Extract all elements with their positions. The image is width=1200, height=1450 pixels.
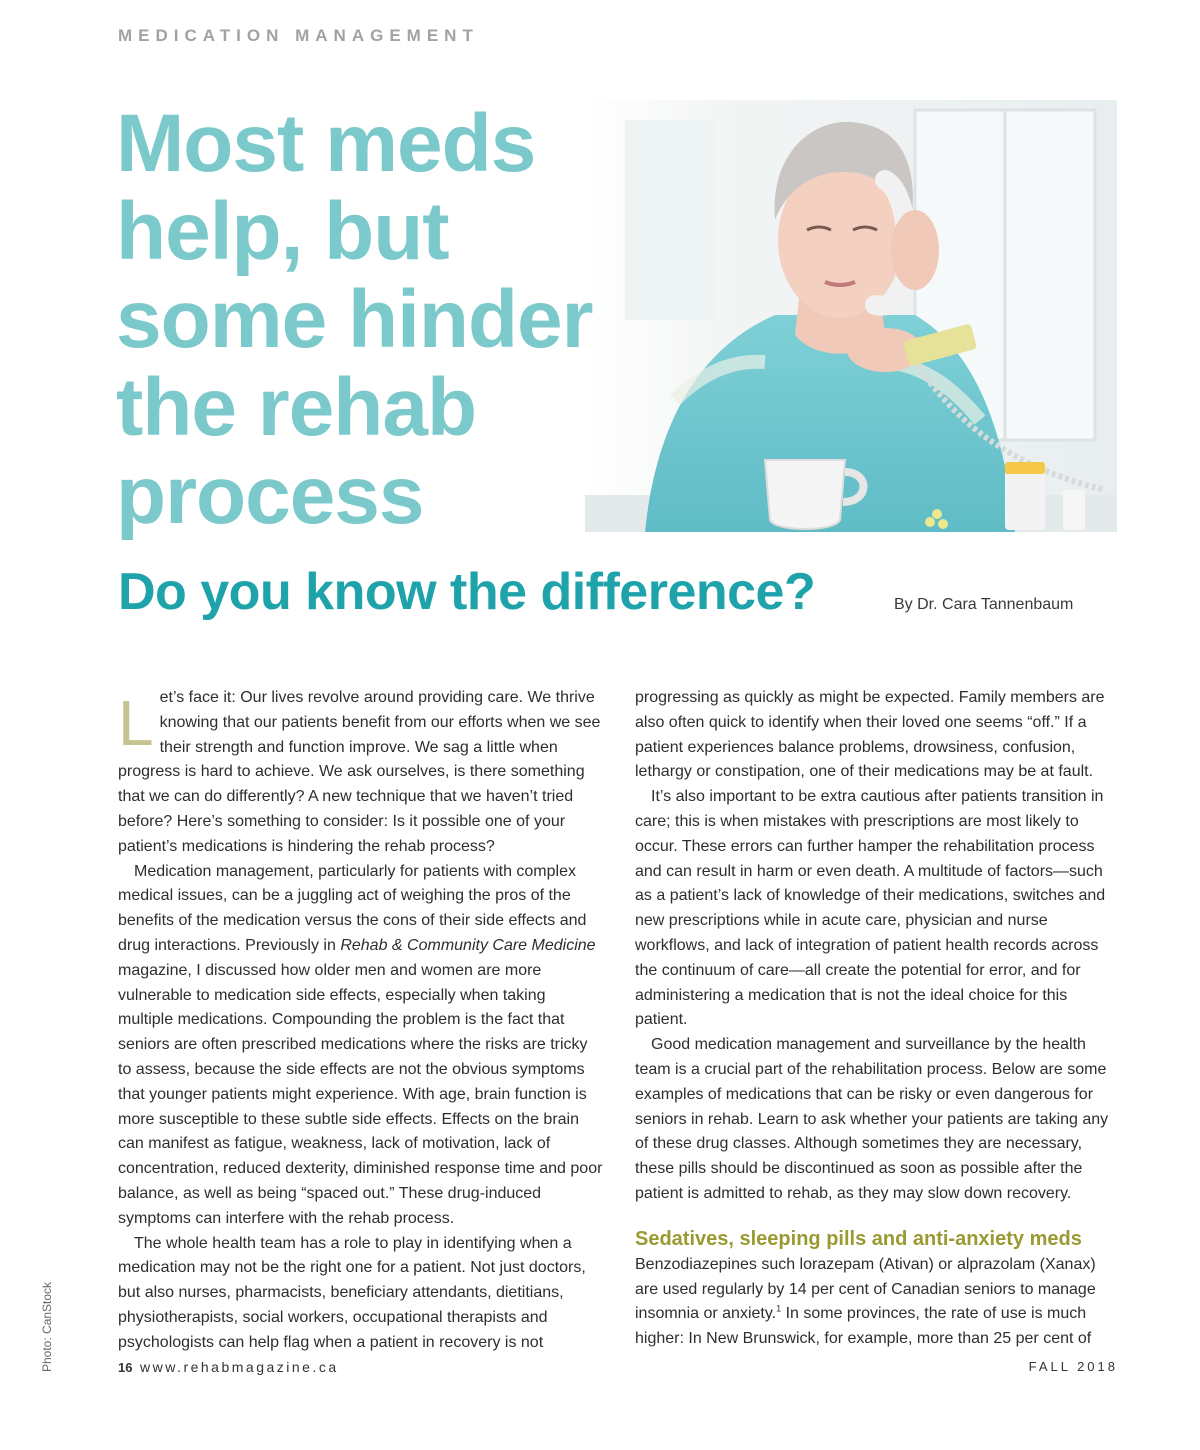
footnote-ref[interactable]: 1 bbox=[776, 1304, 782, 1314]
paragraph: It’s also important to be extra cautious after patients transition in care; this is when mistakes with prescriptions are most likely to occur. These errors can further hamper the rehabilitation process and can result in harm or even death. A multitude of factors—such as a patient’s lack of knowledge of their medications, switches and new prescriptions while in acute care, physician and nurse workflows, and lack of integration of patient health records across the continuum of care—all create the potential for error, and for administering a medication that is not the ideal choice for this patient. bbox=[635, 788, 1106, 1029]
headline-line: help, but bbox=[116, 186, 449, 277]
headline bbox=[116, 100, 593, 540]
headline-line: some hinder bbox=[116, 274, 593, 365]
paragraph-text: et’s face it: Our lives revolve around providing care. We thrive knowing that our patients benefit from our efforts when we see their strength and function improve. We sag a little when progress is hard to achieve. We ask ourselves, is there something that we can do differently? A new technique that we haven’t tried before? Here’s something to consider: Is it possible one of your patient’s medications is hindering the rehab process? bbox=[118, 689, 601, 855]
headline-line: process bbox=[116, 450, 424, 541]
page-number: 16 bbox=[118, 1360, 133, 1375]
article-photo bbox=[585, 100, 1117, 532]
drop-cap: L bbox=[118, 687, 154, 759]
article-column-1 bbox=[118, 686, 604, 1356]
byline: By Dr. Cara Tannenbaum bbox=[894, 596, 1074, 613]
paragraph-text: magazine, I discussed how older men and women are more vulnerable to medication side effects, especially when taking multiple medications. Compounding the problem is the fact that seniors are often prescribed medications where the risks are tricky to assess, because the side effects are not the obvious symptoms that younger patients might experience. With age, brain function is more susceptible to these subtle side effects. Effects on the brain can manifest as fatigue, weakness, lack of motivation, lack of concentration, reduced dexterity, diminished response time and poor balance, as well as being “spaced out.” These drug-induced symptoms can interfere with the rehab process. bbox=[118, 961, 603, 1227]
paragraph: progressing as quickly as might be expected. Family members are also often quick to identify when their loved one seems “off.” If a patient experiences balance problems, drowsiness, confusion, lethargy or constipation, one of their medications may be at fault. bbox=[635, 689, 1105, 781]
article-column-2 bbox=[635, 686, 1121, 1352]
paragraph: Good medication management and surveillance by the health team is a crucial part of the rehabilitation process. Below are some examples of medications that can be risky or even dangerous for seniors in rehab. Learn to ask whether your patients are taking any of these drug classes. Although sometimes they are necessary, these pills should be discontinued as soon as possible after the patient is admitted to rehab, as they may slow down recovery. bbox=[635, 1036, 1109, 1202]
paragraph-text: Medication management, particularly for patients with complex medical issues, can be a juggling act of weighing the pros of the benefits of the medication versus the cons of their side effects and drug interactions. Previously in bbox=[118, 862, 587, 954]
paragraph: The whole health team has a role to play in identifying when a medication may not be the right one for a patient. Not just doctors, but also nurses, pharmacists, beneficiary attendants, dietitians, physiotherapists, social workers, occupational therapists and psychologists can help flag when a patient in recovery is not bbox=[118, 1234, 586, 1351]
website-url[interactable]: www.rehabmagazine.ca bbox=[140, 1359, 339, 1375]
headline-line: the rehab bbox=[116, 362, 477, 453]
paragraph bbox=[635, 1253, 1121, 1352]
paragraph-text: In some provinces, the rate of use is much higher: In New Brunswick, for example, more than 25 per cent of bbox=[635, 1305, 1092, 1348]
headline-line: Most meds bbox=[116, 98, 536, 189]
photo-credit: Photo: CanStock bbox=[40, 1281, 54, 1372]
subhead: Do you know the difference? bbox=[118, 563, 816, 621]
photo-illustration bbox=[585, 100, 1117, 532]
paragraph bbox=[118, 686, 604, 860]
magazine-title: Rehab & Community Care Medicine bbox=[340, 936, 596, 954]
section-heading: Sedatives, sleeping pills and anti-anxiety meds bbox=[635, 1227, 1082, 1250]
paragraph-text: Benzodiazepines such lorazepam (Ativan) or alprazolam (Xanax) are used regularly by 14 per cent of Canadian seniors to manage insomnia or anxiety. bbox=[635, 1255, 1096, 1323]
issue-label: FALL 2018 bbox=[1028, 1359, 1118, 1374]
section-label: MEDICATION MANAGEMENT bbox=[118, 26, 479, 45]
paragraph bbox=[118, 860, 604, 1232]
